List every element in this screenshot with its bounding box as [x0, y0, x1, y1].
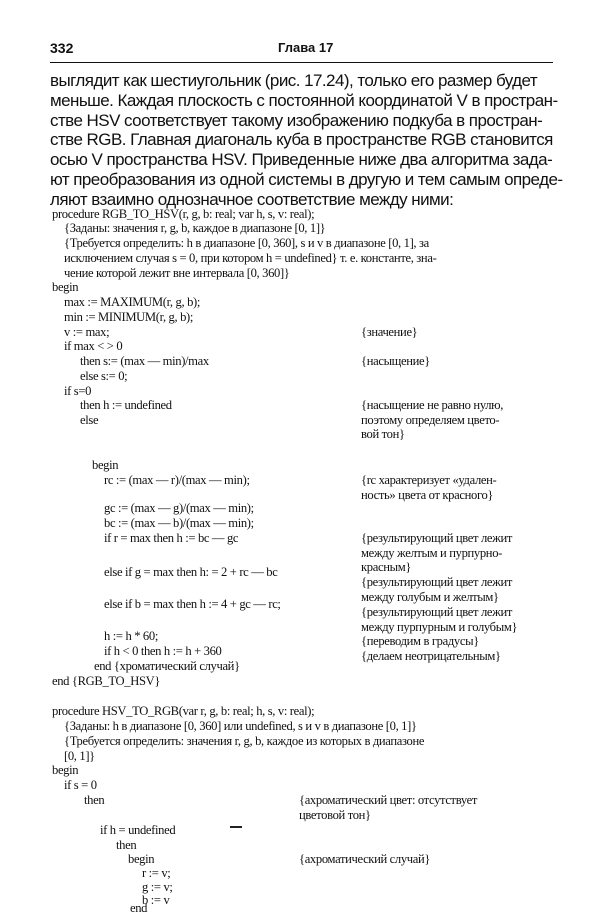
code-line: {Требуется определить: значения r, g, b, каждое из которых в диапазоне [64, 734, 425, 748]
code-line: if h < 0 then h := h + 360 [104, 644, 222, 658]
code-comment: {результирующий цвет лежит между голубым и желтым} [361, 575, 513, 604]
code-line: begin [52, 280, 79, 294]
code-line: [0, 1]} [64, 749, 95, 763]
code-line: min := MINIMUM(r, g, b); [64, 310, 194, 324]
code-comment: {rc характеризует «удален- ность» цвета от красного} [361, 473, 497, 502]
code-line: end {хроматический случай} [94, 659, 240, 673]
code-line: if h = undefined [100, 823, 176, 837]
code-line: чение которой лежит вне интервала [0, 360]} [64, 266, 290, 280]
code-line: procedure RGB_TO_HSV(r, g, b: real; var h, s, v: real); [52, 207, 315, 221]
code-line: if max < > 0 [64, 339, 123, 353]
code-line: end [130, 901, 148, 915]
code-line: rc := (max — r)/(max — min); [104, 473, 250, 487]
code-line: v := max; [64, 325, 110, 339]
page-header [50, 40, 553, 63]
code-line: max := MAXIMUM(r, g, b); [64, 295, 201, 309]
code-line: {Требуется определить: h в диапазоне [0, 360], s и v в диапазоне [0, 1], за [64, 236, 429, 250]
intro-line: стве HSV соответствует такому изображению подкуба в простран- [50, 110, 543, 130]
code-line: procedure HSV_TO_RGB(var r, g, b: real; h, s, v: real); [52, 704, 315, 718]
code-comment: {результирующий цвет лежит между желтым и пурпурно- красным} [361, 531, 513, 575]
code-line: begin [92, 458, 119, 472]
intro-line: выглядит как шестиугольник (рис. 17.24), только его размер будет [50, 71, 538, 90]
code-line: {Заданы: h в диапазоне [0, 360] или undefined, s и v в диапазоне [0, 1]} [64, 719, 417, 733]
stray-mark [230, 826, 242, 828]
code-line: if s = 0 [64, 778, 97, 792]
code-comment: {делаем неотрицательным} [361, 649, 501, 663]
code-comment: {ахроматический цвет: отсутствует цветовой тон} [299, 793, 478, 822]
chapter-title: Глава 17 [278, 40, 334, 55]
code-line: then [84, 793, 105, 807]
code-line: if s=0 [64, 384, 92, 398]
code-comment: {насыщение не равно нулю, поэтому определяем цвето- вой тон} [361, 398, 503, 442]
code-line: begin [128, 852, 155, 866]
code-line: b := v [142, 893, 170, 907]
code-line: end {RGB_TO_HSV} [52, 674, 161, 688]
code-line: if r = max then h := bc — gc [104, 531, 239, 545]
code-line: r := v; [142, 866, 171, 880]
code-line: {Заданы: значения r, g, b, каждое в диапазоне [0, 1]} [64, 221, 326, 235]
code-line: then s:= (max — min)/max [80, 354, 209, 368]
code-line: bc := (max — b)/(max — min); [104, 516, 254, 530]
code-comment: {переводим в градусы} [361, 634, 479, 648]
code-comment: {результирующий цвет лежит между пурпурным и голубым} [361, 605, 518, 634]
code-line: else if g = max then h: = 2 + rc — bc [104, 565, 278, 579]
code-comment: {ахроматический случай} [299, 852, 431, 866]
code-line: h := h * 60; [104, 629, 158, 643]
code-line: then h := undefined [80, 398, 172, 412]
code-comment: {значение} [361, 325, 418, 339]
code-line: g := v; [142, 880, 173, 894]
code-comment: {насыщение} [361, 354, 430, 368]
code-line: else [80, 413, 99, 427]
intro-line: ляют взаимно однозначное соответствие между ними: [50, 189, 454, 209]
code-line: else if b = max then h := 4 + gc — rc; [104, 597, 281, 611]
intro-line: ют преобразования из одной системы в другую и тем самым опреде- [50, 169, 563, 189]
code-line: then [116, 838, 137, 852]
code-line: begin [52, 763, 79, 777]
intro-paragraph [50, 71, 563, 210]
code-line: исключением случая s = 0, при котором h = undefined} т. е. константе, зна- [64, 251, 437, 265]
intro-line: стве RGB. Главная диагональ куба в пространстве RGB становится [50, 130, 553, 150]
code-line: gc := (max — g)/(max — min); [104, 501, 254, 515]
intro-line: меньше. Каждая плоскость с постоянной координатой V в простран- [50, 90, 558, 110]
code-line: else s:= 0; [80, 369, 128, 383]
intro-line: осью V пространства HSV. Приведенные ниже два алгоритма зада- [50, 150, 553, 170]
page-number: 332 [50, 40, 74, 56]
